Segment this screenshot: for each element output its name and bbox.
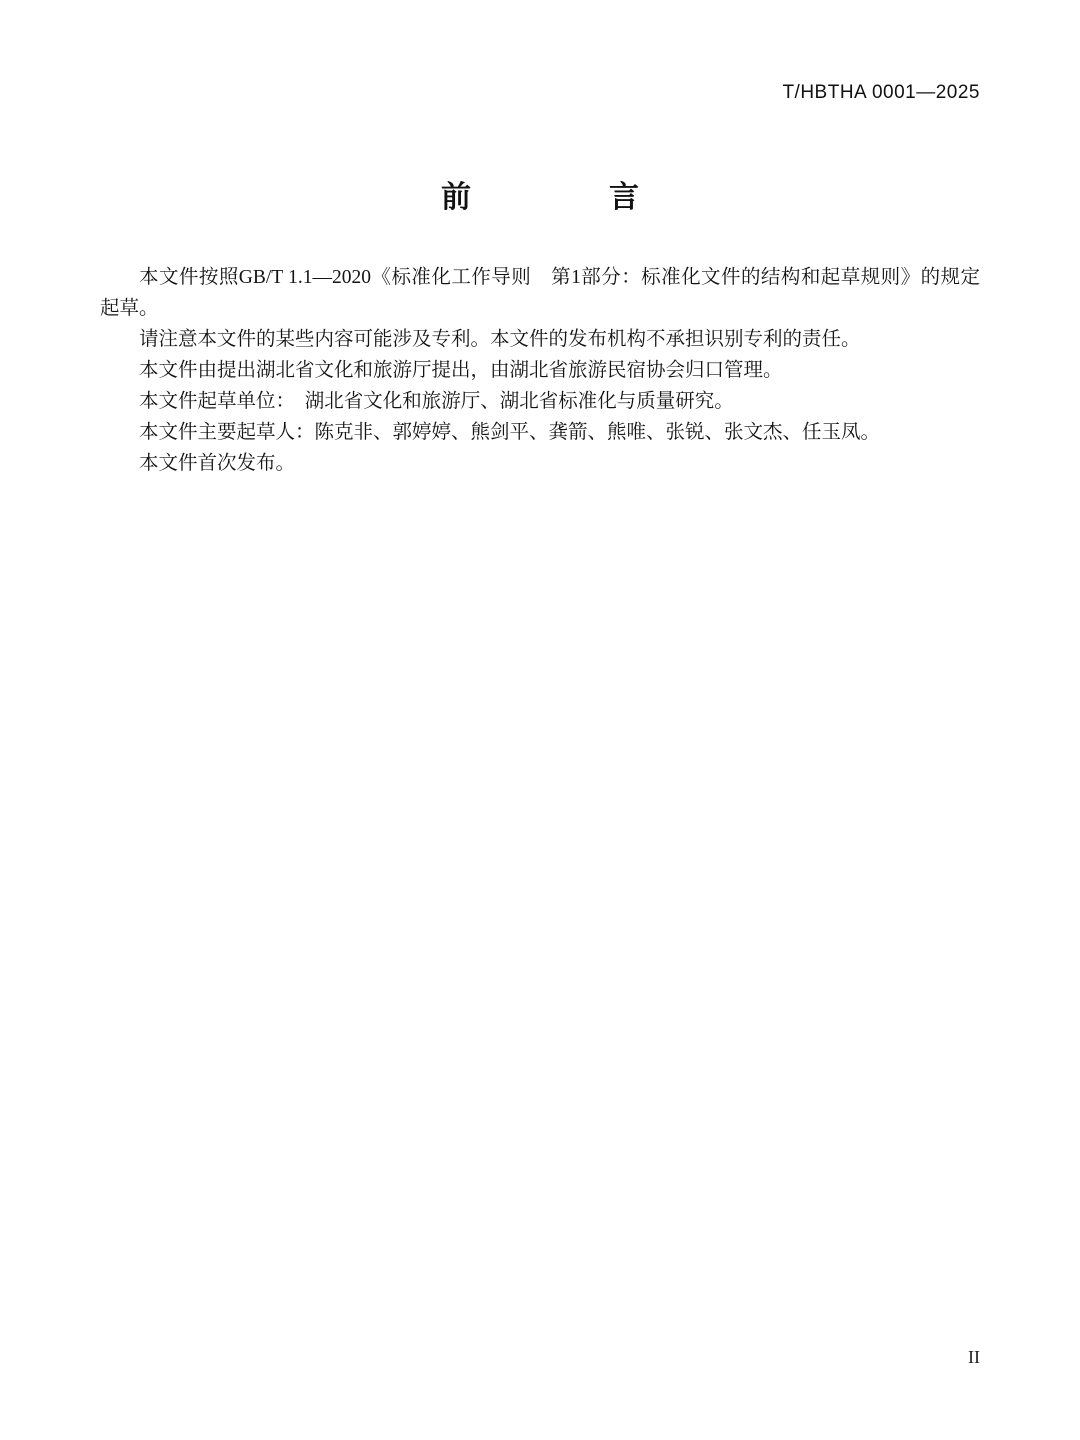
standard-code-header: T/HBTHA 0001—2025 <box>782 82 980 103</box>
paragraph: 本文件主要起草人：陈克非、郭婷婷、熊剑平、龚箭、熊唯、张锐、张文杰、任玉凤。 <box>139 422 881 443</box>
paragraph: 请注意本文件的某些内容可能涉及专利。本文件的发布机构不承担识别专利的责任。 <box>139 329 861 350</box>
foreword-body <box>100 262 980 479</box>
paragraph: 本文件由提出湖北省文化和旅游厅提出，由湖北省旅游民宿协会归口管理。 <box>139 360 783 381</box>
paragraph: 本文件首次发布。 <box>139 453 296 474</box>
page-number: II <box>968 1347 980 1367</box>
paragraph: 本文件按照GB/T 1.1—2020《标准化工作导则 第1部分：标准化文件的结构和起草规则》的规定起草。 <box>100 267 980 319</box>
paragraph: 本文件起草单位： 湖北省文化和旅游厅、湖北省标准化与质量研究。 <box>139 391 734 412</box>
page-title: 前 言 <box>441 180 665 215</box>
